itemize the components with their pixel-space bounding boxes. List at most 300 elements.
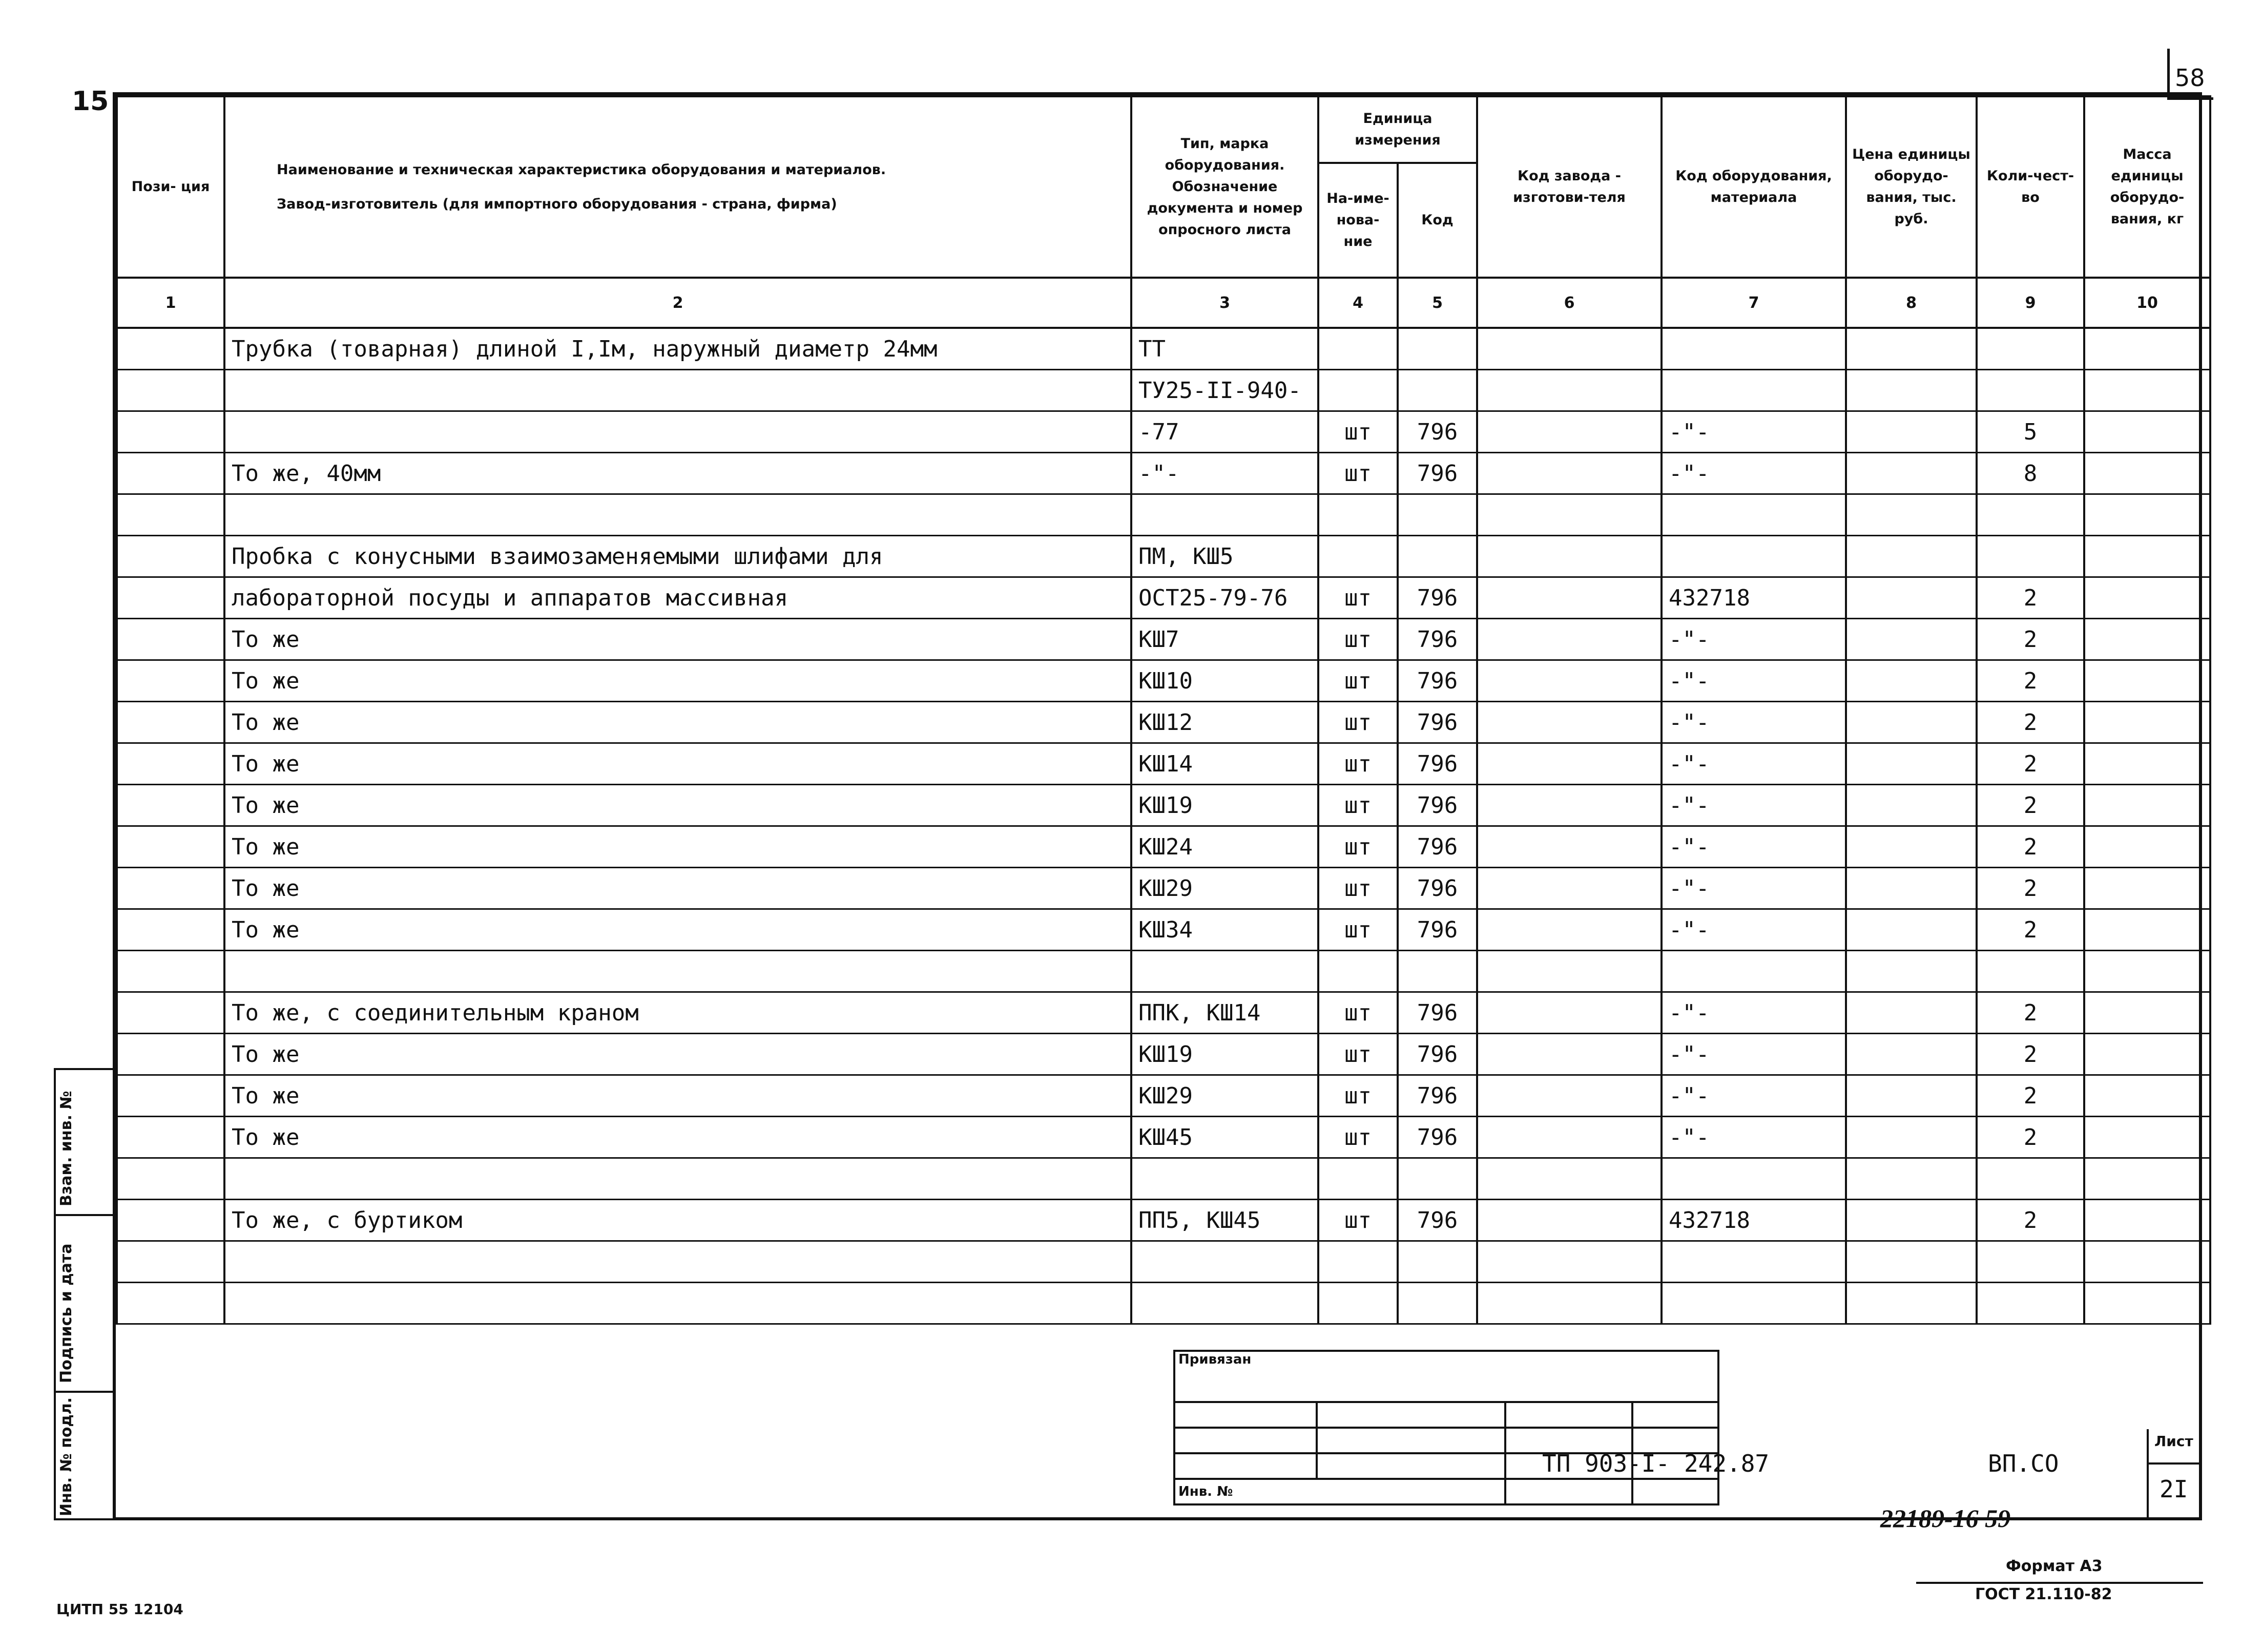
row-mass	[2084, 453, 2210, 494]
row-price	[1846, 1200, 1977, 1241]
row-name	[224, 1241, 1131, 1283]
row-equipment-code: -"-	[1662, 702, 1846, 743]
row-equipment-code: -"-	[1662, 1117, 1846, 1158]
row-factory-code	[1477, 1241, 1662, 1283]
row-unit-name	[1318, 370, 1398, 411]
row-unit-name: шт	[1318, 619, 1398, 660]
title-block-privyazan: Привязан	[1174, 1351, 1718, 1402]
row-name	[224, 1158, 1131, 1200]
row-name: Пробка с конусными взаимозаменяемыми шлифами для	[224, 536, 1131, 577]
margin-inv-original: Инв. № подл.	[57, 1397, 75, 1516]
row-factory-code	[1477, 909, 1662, 951]
row-type: КШ10	[1131, 660, 1318, 702]
row-unit-code: 796	[1398, 1117, 1477, 1158]
sheet-label: Лист	[2154, 1433, 2193, 1450]
row-equipment-code: 432718	[1662, 1200, 1846, 1241]
row-mass	[2084, 660, 2210, 702]
row-unit-name: шт	[1318, 1200, 1398, 1241]
row-unit-name	[1318, 494, 1398, 536]
row-type: КШ19	[1131, 785, 1318, 826]
row-mass	[2084, 1158, 2210, 1200]
table-row	[117, 1034, 2210, 1075]
row-unit-code: 796	[1398, 660, 1477, 702]
row-position	[117, 992, 224, 1034]
row-price	[1846, 577, 1977, 619]
row-position	[117, 1034, 224, 1075]
row-type: ПП5, КШ45	[1131, 1200, 1318, 1241]
row-type	[1131, 951, 1318, 992]
format-label: Формат А3	[2006, 1557, 2103, 1575]
row-mass	[2084, 785, 2210, 826]
row-unit-name: шт	[1318, 868, 1398, 909]
row-position	[117, 660, 224, 702]
row-factory-code	[1477, 992, 1662, 1034]
row-unit-name: шт	[1318, 992, 1398, 1034]
row-unit-name: шт	[1318, 660, 1398, 702]
table-row	[117, 743, 2210, 785]
column-number: 8	[1846, 278, 1977, 328]
row-price	[1846, 909, 1977, 951]
sheet-number-top: 58	[2175, 64, 2205, 92]
row-factory-code	[1477, 370, 1662, 411]
row-type: КШ12	[1131, 702, 1318, 743]
row-position	[117, 702, 224, 743]
row-quantity: 8	[1977, 453, 2084, 494]
specification-rows	[117, 328, 2210, 1324]
row-position	[117, 1117, 224, 1158]
table-row	[117, 619, 2210, 660]
row-quantity: 2	[1977, 1075, 2084, 1117]
row-factory-code	[1477, 1117, 1662, 1158]
row-name: То же	[224, 743, 1131, 785]
row-position	[117, 619, 224, 660]
row-equipment-code: -"-	[1662, 992, 1846, 1034]
row-mass	[2084, 868, 2210, 909]
row-position	[117, 494, 224, 536]
row-quantity: 2	[1977, 992, 2084, 1034]
row-type: КШ29	[1131, 868, 1318, 909]
row-unit-name: шт	[1318, 1075, 1398, 1117]
row-factory-code	[1477, 1283, 1662, 1324]
row-mass	[2084, 536, 2210, 577]
row-mass	[2084, 370, 2210, 411]
row-price	[1846, 1241, 1977, 1283]
row-name	[224, 411, 1131, 453]
column-number: 4	[1318, 278, 1398, 328]
row-equipment-code: -"-	[1662, 868, 1846, 909]
title-block-grid	[1173, 1350, 1719, 1505]
row-position	[117, 826, 224, 868]
header-name-line1: Наименование и техническая характеристика оборудования и материалов.	[277, 161, 886, 178]
header-name-line2: Завод-изготовитель (для импортного оборудования - страна, фирма)	[277, 196, 837, 212]
row-type: КШ45	[1131, 1117, 1318, 1158]
row-mass	[2084, 1283, 2210, 1324]
row-position	[117, 577, 224, 619]
row-unit-name	[1318, 1158, 1398, 1200]
column-number: 5	[1398, 278, 1477, 328]
row-equipment-code: 432718	[1662, 577, 1846, 619]
row-type: КШ29	[1131, 1075, 1318, 1117]
column-number: 9	[1977, 278, 2084, 328]
table-row	[117, 1241, 2210, 1283]
table-row	[117, 453, 2210, 494]
row-unit-code: 796	[1398, 619, 1477, 660]
row-quantity	[1977, 370, 2084, 411]
row-equipment-code	[1662, 1241, 1846, 1283]
row-quantity: 2	[1977, 826, 2084, 868]
row-unit-code: 796	[1398, 411, 1477, 453]
header-mass: Масса единицы оборудо-вания, кг	[2084, 96, 2210, 278]
row-name: лабораторной посуды и аппаратов массивная	[224, 577, 1131, 619]
row-quantity: 2	[1977, 909, 2084, 951]
header-factory-code: Код завода - изготови-теля	[1477, 96, 1662, 278]
row-quantity	[1977, 1241, 2084, 1283]
row-price	[1846, 868, 1977, 909]
row-quantity: 2	[1977, 785, 2084, 826]
row-mass	[2084, 1241, 2210, 1283]
row-unit-code: 796	[1398, 743, 1477, 785]
header-quantity: Коли-чест-во	[1977, 96, 2084, 278]
row-name: То же, с соединительным краном	[224, 992, 1131, 1034]
row-position	[117, 370, 224, 411]
column-number: 2	[224, 278, 1131, 328]
row-position	[117, 1200, 224, 1241]
row-factory-code	[1477, 743, 1662, 785]
row-type: ОСТ25-79-76	[1131, 577, 1318, 619]
row-factory-code	[1477, 951, 1662, 992]
margin-vzam-inv: Взам. инв. №	[57, 1091, 75, 1206]
row-quantity	[1977, 328, 2084, 370]
row-unit-code: 796	[1398, 1075, 1477, 1117]
row-equipment-code: -"-	[1662, 411, 1846, 453]
row-unit-code	[1398, 1241, 1477, 1283]
row-type: КШ24	[1131, 826, 1318, 868]
row-name	[224, 494, 1131, 536]
row-name: То же	[224, 1075, 1131, 1117]
table-row	[117, 536, 2210, 577]
row-equipment-code	[1662, 951, 1846, 992]
header-unit-code: Код	[1398, 163, 1477, 278]
row-factory-code	[1477, 868, 1662, 909]
table-row	[117, 1283, 2210, 1324]
row-type: КШ34	[1131, 909, 1318, 951]
row-position	[117, 785, 224, 826]
row-quantity: 2	[1977, 702, 2084, 743]
row-mass	[2084, 702, 2210, 743]
row-mass	[2084, 1117, 2210, 1158]
row-type	[1131, 1241, 1318, 1283]
row-factory-code	[1477, 494, 1662, 536]
table-row	[117, 1200, 2210, 1241]
row-unit-code: 796	[1398, 992, 1477, 1034]
row-equipment-code: -"-	[1662, 1034, 1846, 1075]
row-type: КШ7	[1131, 619, 1318, 660]
row-price	[1846, 785, 1977, 826]
row-unit-name: шт	[1318, 1117, 1398, 1158]
row-type: -"-	[1131, 453, 1318, 494]
table-row	[117, 660, 2210, 702]
row-equipment-code: -"-	[1662, 1075, 1846, 1117]
row-mass	[2084, 951, 2210, 992]
header-price: Цена единицы оборудо-вания, тыс. руб.	[1846, 96, 1977, 278]
row-price	[1846, 992, 1977, 1034]
row-unit-name	[1318, 951, 1398, 992]
table-row	[117, 328, 2210, 370]
row-factory-code	[1477, 826, 1662, 868]
row-position	[117, 1283, 224, 1324]
column-number: 3	[1131, 278, 1318, 328]
row-price	[1846, 1075, 1977, 1117]
row-position	[117, 536, 224, 577]
row-factory-code	[1477, 785, 1662, 826]
row-quantity	[1977, 1158, 2084, 1200]
row-quantity	[1977, 1283, 2084, 1324]
row-position	[117, 951, 224, 992]
row-price	[1846, 411, 1977, 453]
row-name: То же	[224, 868, 1131, 909]
column-number: 7	[1662, 278, 1846, 328]
row-unit-name: шт	[1318, 785, 1398, 826]
row-position	[117, 743, 224, 785]
header-position: Пози- ция	[117, 96, 224, 278]
row-unit-code: 796	[1398, 453, 1477, 494]
table-row	[117, 702, 2210, 743]
row-unit-name	[1318, 536, 1398, 577]
row-factory-code	[1477, 660, 1662, 702]
row-type	[1131, 494, 1318, 536]
row-quantity: 2	[1977, 660, 2084, 702]
row-mass	[2084, 494, 2210, 536]
row-price	[1846, 536, 1977, 577]
header-type: Тип, марка оборудования. Обозначение документа и номер опросного листа	[1131, 96, 1318, 278]
margin-signature-date: Подпись и дата	[57, 1243, 75, 1383]
row-unit-name: шт	[1318, 577, 1398, 619]
row-factory-code	[1477, 536, 1662, 577]
publisher-code: ЦИТП 55 12104	[56, 1601, 183, 1618]
row-factory-code	[1477, 453, 1662, 494]
row-quantity: 5	[1977, 411, 2084, 453]
row-equipment-code	[1662, 494, 1846, 536]
row-quantity: 2	[1977, 1117, 2084, 1158]
row-name	[224, 1283, 1131, 1324]
header-equipment-code: Код оборудования, материала	[1662, 96, 1846, 278]
row-factory-code	[1477, 577, 1662, 619]
row-position	[117, 1241, 224, 1283]
row-type	[1131, 1283, 1318, 1324]
row-unit-code: 796	[1398, 909, 1477, 951]
row-mass	[2084, 1034, 2210, 1075]
row-unit-name: шт	[1318, 411, 1398, 453]
row-unit-name	[1318, 1283, 1398, 1324]
margin-divider	[54, 1391, 113, 1393]
row-name: То же	[224, 785, 1131, 826]
row-factory-code	[1477, 1200, 1662, 1241]
row-mass	[2084, 619, 2210, 660]
table-row	[117, 1117, 2210, 1158]
row-factory-code	[1477, 1034, 1662, 1075]
row-unit-code	[1398, 951, 1477, 992]
row-type: ТТ	[1131, 328, 1318, 370]
table-row	[117, 577, 2210, 619]
table-row	[117, 992, 2210, 1034]
row-price	[1846, 494, 1977, 536]
row-unit-name	[1318, 1241, 1398, 1283]
row-unit-code: 796	[1398, 1200, 1477, 1241]
row-price	[1846, 1283, 1977, 1324]
sheet-number: 2I	[2160, 1475, 2188, 1503]
row-factory-code	[1477, 1075, 1662, 1117]
row-unit-code: 796	[1398, 702, 1477, 743]
row-equipment-code: -"-	[1662, 619, 1846, 660]
row-position	[117, 1075, 224, 1117]
row-quantity: 2	[1977, 1200, 2084, 1241]
row-price	[1846, 702, 1977, 743]
row-factory-code	[1477, 328, 1662, 370]
row-equipment-code	[1662, 536, 1846, 577]
row-unit-name: шт	[1318, 826, 1398, 868]
row-quantity: 2	[1977, 868, 2084, 909]
row-unit-code	[1398, 1158, 1477, 1200]
row-type: КШ14	[1131, 743, 1318, 785]
row-position	[117, 411, 224, 453]
row-quantity: 2	[1977, 743, 2084, 785]
row-unit-name: шт	[1318, 743, 1398, 785]
row-unit-code: 796	[1398, 1034, 1477, 1075]
row-price	[1846, 951, 1977, 992]
row-price	[1846, 1034, 1977, 1075]
document-code: ТП 903-I- 242.87	[1542, 1450, 1770, 1477]
row-price	[1846, 328, 1977, 370]
row-mass	[2084, 826, 2210, 868]
row-name	[224, 370, 1131, 411]
table-row	[117, 785, 2210, 826]
footer-rule	[1916, 1582, 2203, 1584]
table-row	[117, 411, 2210, 453]
gost-label: ГОСТ 21.110-82	[1975, 1585, 2112, 1603]
row-quantity: 2	[1977, 619, 2084, 660]
row-unit-name	[1318, 328, 1398, 370]
row-position	[117, 1158, 224, 1200]
row-equipment-code	[1662, 1158, 1846, 1200]
row-unit-name: шт	[1318, 909, 1398, 951]
row-unit-code: 796	[1398, 785, 1477, 826]
header-unit-name: На-име-нова-ние	[1318, 163, 1398, 278]
row-equipment-code	[1662, 1283, 1846, 1324]
row-mass	[2084, 1200, 2210, 1241]
column-number: 10	[2084, 278, 2210, 328]
row-unit-code	[1398, 328, 1477, 370]
row-name: То же	[224, 826, 1131, 868]
row-unit-code	[1398, 536, 1477, 577]
row-type: КШ19	[1131, 1034, 1318, 1075]
table-row	[117, 868, 2210, 909]
row-unit-name: шт	[1318, 1034, 1398, 1075]
row-mass	[2084, 1075, 2210, 1117]
row-equipment-code: -"-	[1662, 909, 1846, 951]
title-block-inv-no: Инв. №	[1174, 1479, 1505, 1504]
specification-table	[116, 95, 2211, 1325]
column-number: 6	[1477, 278, 1662, 328]
document-mark: ВП.СО	[1988, 1450, 2059, 1477]
table-row	[117, 951, 2210, 992]
row-type: -77	[1131, 411, 1318, 453]
row-quantity: 2	[1977, 1034, 2084, 1075]
row-mass	[2084, 411, 2210, 453]
row-factory-code	[1477, 411, 1662, 453]
row-mass	[2084, 743, 2210, 785]
row-unit-code: 796	[1398, 826, 1477, 868]
row-type: ТУ25-II-940-	[1131, 370, 1318, 411]
row-equipment-code: -"-	[1662, 743, 1846, 785]
row-mass	[2084, 577, 2210, 619]
row-position	[117, 328, 224, 370]
row-mass	[2084, 992, 2210, 1034]
row-price	[1846, 370, 1977, 411]
row-equipment-code	[1662, 328, 1846, 370]
row-name: То же	[224, 1034, 1131, 1075]
row-name: То же, с буртиком	[224, 1200, 1131, 1241]
row-unit-code: 796	[1398, 577, 1477, 619]
row-name: Трубка (товарная) длиной I,Iм, наружный диаметр 24мм	[224, 328, 1131, 370]
row-name: То же	[224, 702, 1131, 743]
table-row	[117, 1075, 2210, 1117]
row-price	[1846, 619, 1977, 660]
row-mass	[2084, 909, 2210, 951]
row-price	[1846, 1117, 1977, 1158]
row-type: ППК, КШ14	[1131, 992, 1318, 1034]
row-unit-code	[1398, 370, 1477, 411]
row-quantity	[1977, 951, 2084, 992]
sheet-cell-divider	[2147, 1462, 2202, 1465]
row-unit-name: шт	[1318, 702, 1398, 743]
row-equipment-code: -"-	[1662, 785, 1846, 826]
row-equipment-code: -"-	[1662, 660, 1846, 702]
row-price	[1846, 453, 1977, 494]
row-factory-code	[1477, 1158, 1662, 1200]
table-row	[117, 1158, 2210, 1200]
row-name: То же	[224, 619, 1131, 660]
table-row	[117, 370, 2210, 411]
row-unit-code	[1398, 1283, 1477, 1324]
row-equipment-code	[1662, 370, 1846, 411]
table-row	[117, 494, 2210, 536]
corner-sheet-number: 15	[72, 86, 109, 117]
row-price	[1846, 826, 1977, 868]
row-name: То же	[224, 909, 1131, 951]
row-equipment-code: -"-	[1662, 453, 1846, 494]
row-price	[1846, 660, 1977, 702]
row-type: ПМ, КШ5	[1131, 536, 1318, 577]
row-mass	[2084, 328, 2210, 370]
row-name: То же	[224, 1117, 1131, 1158]
row-price	[1846, 1158, 1977, 1200]
table-row	[117, 826, 2210, 868]
header-name	[224, 96, 1131, 278]
column-number: 1	[117, 278, 224, 328]
row-factory-code	[1477, 619, 1662, 660]
row-unit-code: 796	[1398, 868, 1477, 909]
row-name	[224, 951, 1131, 992]
header-unit-group: Единица измерения	[1318, 96, 1477, 163]
row-equipment-code: -"-	[1662, 826, 1846, 868]
row-quantity: 2	[1977, 577, 2084, 619]
row-position	[117, 453, 224, 494]
row-unit-code	[1398, 494, 1477, 536]
handwritten-archive-number: 22189-16 59	[1880, 1504, 2011, 1533]
row-type	[1131, 1158, 1318, 1200]
margin-divider	[54, 1214, 113, 1216]
row-name: То же	[224, 660, 1131, 702]
